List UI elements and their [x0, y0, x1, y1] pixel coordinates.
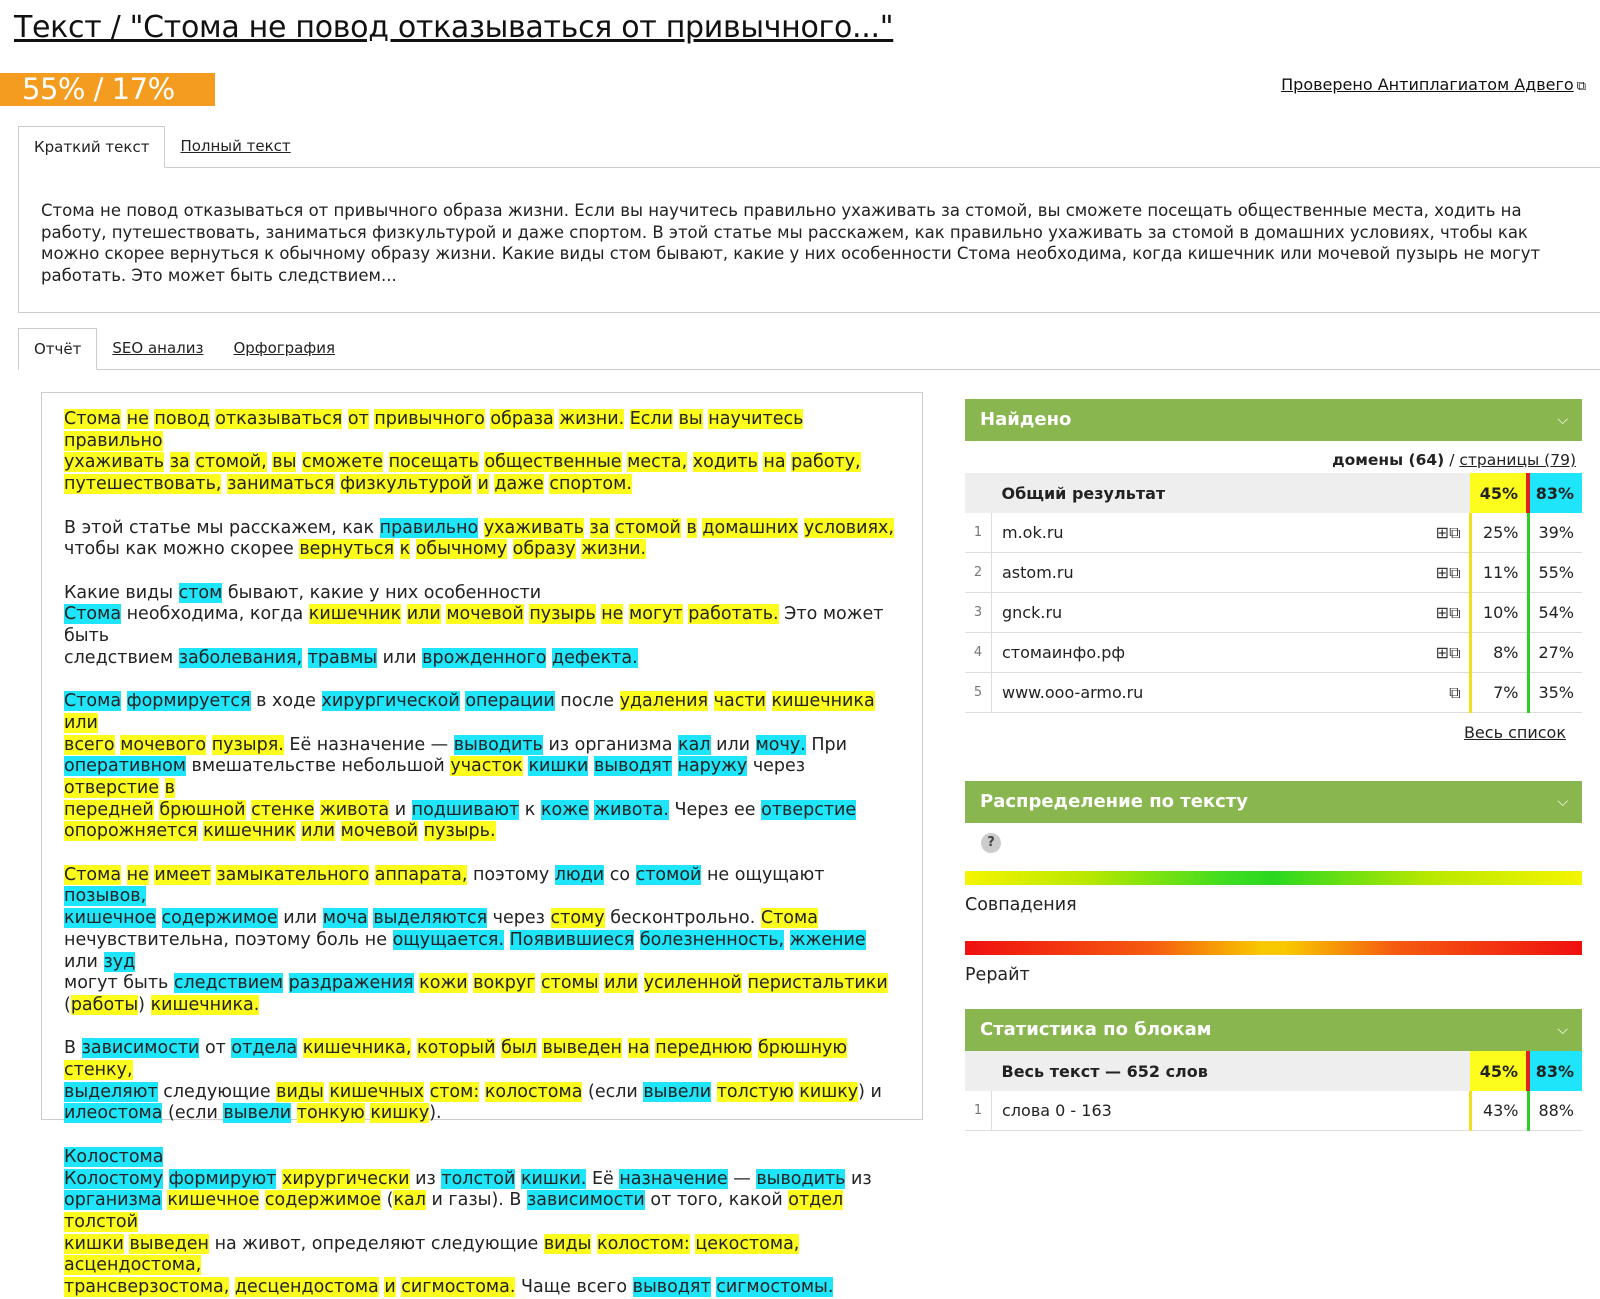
chevron-down-icon[interactable]: ⌵	[1557, 412, 1568, 428]
match-highlight: кал	[393, 1190, 426, 1211]
match-highlight: пузыря.	[211, 734, 284, 755]
match-percent: 43%	[1470, 1091, 1528, 1131]
found-panel-header[interactable]	[965, 399, 1582, 441]
rewrite-highlight: раздражения	[288, 973, 414, 994]
matches-label: Совпадения	[965, 895, 1077, 915]
match-highlight: выведен	[542, 1038, 622, 1059]
pages-count-link[interactable]: страницы (79)	[1459, 451, 1576, 469]
found-table	[965, 473, 1582, 713]
match-highlight: вернуться	[299, 539, 394, 560]
rewrite-highlight: подшивают	[411, 799, 520, 820]
tab-seo-analysis[interactable]	[97, 328, 218, 369]
short-text-box: Стома не повод отказываться от привычного образа жизни. Если вы научитесь правильно ухаживать за стомой, вы сможете посещать общественные места, ходить на работу, путешествовать, заниматься физкультурой и даже спортом. В этой статье мы расскажем, как правильно ухаживать за стомой в домашних условиях, чтобы как можно скорее вернуться к обычному образу жизни. Какие виды стом бывают, какие у них особенности Стома необходима, когда кишечник или мочевой пузырь не могут работать. Это может быть следствием...	[18, 167, 1600, 313]
rewrite-highlight: отверстие	[761, 799, 857, 820]
match-highlight: ухаживать	[64, 452, 165, 473]
match-highlight: стенке	[251, 799, 315, 820]
rewrite-highlight: Колостому	[64, 1168, 164, 1189]
rewrite-highlight: дефекта.	[552, 647, 638, 668]
match-highlight: десцендостома	[234, 1277, 379, 1298]
match-highlight: сможете	[301, 452, 384, 473]
found-row	[965, 593, 1582, 633]
match-highlight: образа	[490, 409, 554, 429]
highlighted-text	[41, 392, 923, 1298]
match-highlight: который	[417, 1038, 496, 1059]
found-panel	[965, 399, 1582, 742]
match-highlight: Если	[629, 409, 673, 429]
distribution-panel	[965, 781, 1582, 985]
tab-spelling-label: Орфография	[233, 339, 335, 357]
checked-link-label: Проверено Антиплагиатом Адвего	[1281, 75, 1574, 94]
match-highlight: посещать	[388, 452, 479, 473]
match-highlight: перистальтики	[747, 973, 888, 994]
help-icon[interactable]: ?	[981, 833, 1001, 853]
text-paragraph: В этой статье мы расскажем, как правильно ухаживать за стомой в домашних условиях, чтобы как можно скорее вернуться к обычному образу жизни.	[64, 517, 894, 560]
rewrite-percent: 55%	[1528, 553, 1582, 593]
match-highlight: был	[501, 1038, 537, 1059]
rewrite-highlight: жжение	[789, 929, 866, 950]
match-highlight: кишечных	[329, 1081, 425, 1102]
match-highlight: на	[627, 1038, 650, 1059]
row-number: 3	[965, 593, 992, 633]
match-highlight: работу,	[791, 452, 861, 473]
row-number: 4	[965, 633, 992, 673]
rewrite-highlight: болезненность,	[639, 929, 785, 950]
match-highlight: не	[126, 409, 149, 429]
rewrite-highlight: организма	[64, 1190, 162, 1211]
blocks-table	[965, 1051, 1582, 1131]
total-result-row	[965, 473, 1582, 513]
rewrite-highlight: выделяют	[64, 1081, 158, 1102]
plus-square-icon[interactable]: ⊞	[1435, 522, 1450, 542]
match-highlight: от	[347, 409, 369, 429]
match-highlight: работы	[70, 994, 139, 1015]
rewrite-highlight: выводить	[756, 1168, 846, 1189]
match-highlight: или	[301, 821, 336, 842]
rewrite-highlight: стом	[178, 582, 223, 603]
match-highlight: виды	[543, 1233, 592, 1254]
checked-by-antiplagiat-link[interactable]	[1281, 75, 1586, 94]
match-highlight: и	[477, 474, 489, 495]
match-highlight: живота	[320, 799, 390, 820]
rewrite-highlight: сигмостомы.	[716, 1277, 834, 1298]
external-link-icon[interactable]: ⧉	[1449, 522, 1461, 542]
match-highlight: спортом.	[549, 474, 632, 495]
domain-name: www.ooo-armo.ru	[992, 673, 1401, 713]
rewrite-highlight: формируют	[168, 1168, 277, 1189]
text-tabs	[18, 126, 1600, 168]
text-paragraph: Колостома Колостому формируют хирургически из толстой кишки. Её назначение — выводить из организма кишечное содержимое (кал и газы). В зависимости от того, какой отдел толстой кишки выведен на живот, определяют следующие виды колостом: цекостома, асцендостома, трансверзостома, десцендостома и сигмостома. Чаще всего выводят сигмостомы.	[64, 1146, 872, 1298]
rewrite-highlight: ощущается.	[392, 929, 505, 950]
text-paragraph	[64, 409, 900, 496]
rewrite-highlight: содержимое	[161, 908, 278, 929]
external-link-icon: ⧉	[1576, 79, 1586, 94]
match-highlight: хирургически	[282, 1168, 410, 1189]
rewrite-highlight: вывели	[643, 1081, 712, 1102]
row-number: 2	[965, 553, 992, 593]
row-actions	[1401, 513, 1471, 553]
domain-name: gnck.ru	[992, 593, 1401, 633]
whole-text-row	[965, 1051, 1582, 1091]
tab-full-text-label: Полный текст	[180, 137, 291, 155]
match-highlight: кишечник	[203, 821, 296, 842]
match-highlight: участок	[450, 756, 523, 777]
match-highlight: правильно	[64, 430, 163, 451]
match-percent: 11%	[1470, 553, 1528, 593]
match-highlight: вокруг	[473, 973, 536, 994]
blocks-panel-header[interactable]	[965, 1009, 1582, 1051]
match-highlight: за	[169, 452, 190, 473]
match-highlight: обычному	[415, 539, 508, 560]
page-title[interactable]: Текст / "Стома не повод отказываться от привычного..."	[14, 10, 894, 45]
match-highlight: путешествовать,	[64, 474, 222, 495]
match-highlight: или	[604, 973, 639, 994]
match-highlight: стомой,	[195, 452, 267, 473]
found-summary: домены (64) / страницы (79)	[1332, 451, 1576, 469]
rewrite-highlight: врожденного	[422, 647, 547, 668]
tab-full-text[interactable]	[165, 126, 305, 167]
text-paragraph: Стома формируется в ходе хирургической операции после удаления части кишечника или всего мочевого пузыря. Её назначение — выводить из организма кал или мочу. При оперативном вмешательстве небольшой участок кишки выводят наружу через отверстие в передней брюшной стенке живота и подшивают к коже живота. Через ее отверстие опорожняется кишечник или мочевой пузырь.	[64, 691, 875, 842]
match-highlight: трансверзостома,	[64, 1277, 230, 1298]
plus-square-icon[interactable]: ⊞	[1435, 602, 1450, 622]
rewrite-percent: 39%	[1528, 513, 1582, 553]
match-highlight: в	[164, 777, 175, 798]
match-highlight: работать.	[688, 604, 779, 625]
match-highlight: домашних	[702, 517, 799, 538]
match-highlight: толстую	[716, 1081, 794, 1102]
match-highlight: толстой	[64, 1211, 138, 1232]
rewrite-highlight: выводят	[632, 1277, 711, 1298]
rewrite-highlight: хирургической	[321, 691, 460, 712]
match-highlight: ходить	[692, 452, 758, 473]
domain-name: m.ok.ru	[992, 513, 1401, 553]
match-highlight: переднюю	[655, 1038, 753, 1059]
rewrite-highlight: формируется	[126, 691, 251, 712]
rewrite-highlight: кишки	[528, 756, 589, 777]
rewrite-highlight: правильно	[379, 517, 479, 538]
match-highlight: цекостома,	[695, 1233, 800, 1254]
found-panel-title: Найдено	[980, 409, 1072, 430]
match-highlight: вы	[272, 452, 297, 473]
text-paragraph: В зависимости от отдела кишечника, который был выведен на переднюю брюшную стенку, выделяют следующие виды кишечных стом: колостома (если вывели толстую кишку) и илеостома (если вывели тонкую кишку).	[64, 1038, 882, 1124]
chevron-down-icon[interactable]: ⌵	[1557, 794, 1568, 810]
rewrite-distribution-bar	[965, 941, 1582, 955]
match-highlight: стенку,	[64, 1060, 133, 1081]
row-number: 5	[965, 673, 992, 713]
rewrite-percent: 27%	[1528, 633, 1582, 673]
rewrite-highlight: Появившиеся	[509, 929, 635, 950]
rewrite-percent: 54%	[1528, 593, 1582, 633]
match-highlight: кишечника.	[150, 994, 260, 1015]
match-percent: 10%	[1470, 593, 1528, 633]
rewrite-highlight: заболевания,	[178, 647, 303, 668]
rewrite-highlight: кишки.	[520, 1168, 587, 1189]
row-actions	[1401, 673, 1471, 713]
full-list-link[interactable]: Весь список	[1463, 723, 1566, 742]
total-result-label: Общий результат	[992, 473, 1471, 513]
rewrite-highlight: кишечное	[64, 908, 156, 929]
rewrite-highlight: назначение	[619, 1168, 728, 1189]
match-highlight: стомой	[615, 517, 681, 538]
match-highlight: жизни.	[559, 409, 625, 429]
rewrite-highlight: стомой	[635, 864, 702, 885]
rewrite-highlight: Колостома	[64, 1146, 164, 1167]
match-highlight: пузырь.	[423, 821, 496, 842]
rewrite-highlight: Стома	[64, 604, 122, 625]
match-highlight: стом:	[429, 1081, 480, 1102]
rewrite-highlight: мочу.	[755, 734, 806, 755]
match-highlight: имеет	[154, 864, 211, 885]
match-highlight: пузырь	[529, 604, 596, 625]
tab-report[interactable]: Отчёт	[18, 328, 97, 370]
rewrite-highlight: операции	[465, 691, 555, 712]
match-highlight: брюшную	[757, 1038, 848, 1059]
domain-name: astom.ru	[992, 553, 1401, 593]
match-highlight: мочевой	[340, 821, 419, 842]
match-highlight: тонкую	[296, 1103, 365, 1124]
block-row	[965, 1091, 1582, 1131]
match-highlight: виды	[276, 1081, 324, 1102]
row-actions	[1401, 553, 1471, 593]
uniqueness-score: 55% / 17%	[0, 73, 215, 106]
rewrite-highlight: моча	[322, 908, 368, 929]
match-highlight: Стома	[760, 908, 818, 929]
tab-seo-label: SEO анализ	[112, 339, 204, 357]
match-highlight: аппарата,	[374, 864, 468, 885]
match-percent: 25%	[1470, 513, 1528, 553]
external-link-icon[interactable]: ⧉	[1449, 602, 1461, 622]
match-highlight: Стома	[64, 864, 122, 885]
chevron-down-icon[interactable]: ⌵	[1557, 1022, 1568, 1038]
match-highlight: кожи	[419, 973, 468, 994]
match-highlight: сигмостома.	[401, 1277, 516, 1298]
row-number: 1	[965, 1091, 992, 1131]
rewrite-highlight: вывели	[223, 1103, 292, 1124]
plus-square-icon[interactable]: ⊞	[1435, 562, 1450, 582]
match-highlight: кишки	[64, 1233, 124, 1254]
rewrite-highlight: травмы	[307, 647, 378, 668]
match-highlight: физкультурой	[340, 474, 472, 495]
rewrite-highlight: зависимости	[526, 1190, 645, 1211]
match-highlight: передней	[64, 799, 154, 820]
row-actions	[1401, 633, 1471, 673]
total-rewrite-percent: 83%	[1528, 473, 1582, 513]
external-link-icon[interactable]: ⧉	[1449, 562, 1461, 582]
match-highlight: содержимое	[264, 1190, 382, 1211]
matches-distribution-bar	[965, 871, 1582, 885]
match-highlight: общественные	[484, 452, 622, 473]
rewrite-highlight: отдела	[231, 1038, 298, 1059]
match-highlight: части	[713, 691, 766, 712]
match-percent: 7%	[1470, 673, 1528, 713]
distribution-panel-header[interactable]	[965, 781, 1582, 823]
rewrite-percent: 35%	[1528, 673, 1582, 713]
text-paragraph: Стома не имеет замыкательного аппарата, поэтому люди со стомой не ощущают позывов, кишечное содержимое или моча выделяются через стому бесконтрольно. Стома нечувствительна, поэтому боль не ощущается. Появившиеся болезненность, жжение или зуд могут быть следствием раздражения кожи вокруг стомы или усиленной перистальтики (работы) кишечника.	[64, 864, 888, 1015]
match-highlight: колостом:	[597, 1233, 690, 1254]
match-highlight: отказываться	[215, 409, 343, 429]
found-row	[965, 673, 1582, 713]
match-highlight: всего	[64, 734, 115, 755]
match-highlight: вы	[678, 409, 703, 429]
domain-name: стомаинфо.рф	[992, 633, 1401, 673]
match-highlight: кишечника	[771, 691, 875, 712]
match-highlight: места,	[627, 452, 688, 473]
match-highlight: заниматься	[227, 474, 335, 495]
text-paragraph: Какие виды стом бывают, какие у них особенности Стома необходима, когда кишечник или мочевой пузырь не могут работать. Это может быть следствием заболевания, травмы или врожденного дефекта.	[64, 582, 884, 668]
rewrite-highlight: позывов,	[64, 886, 147, 907]
row-actions	[1401, 593, 1471, 633]
external-link-icon[interactable]: ⧉	[1449, 682, 1461, 702]
match-highlight: и	[384, 1277, 396, 1298]
match-highlight: к	[399, 539, 411, 560]
rewrite-highlight: зуд	[103, 951, 136, 972]
rewrite-highlight: следствием	[173, 973, 284, 994]
tab-short-text[interactable]: Краткий текст	[18, 126, 165, 168]
match-highlight: асцендостома,	[64, 1255, 202, 1276]
match-percent: 8%	[1470, 633, 1528, 673]
rewrite-highlight: зависимости	[81, 1038, 200, 1059]
match-highlight: кишечник	[308, 604, 402, 625]
rewrite-highlight: илеостома	[64, 1103, 163, 1124]
blocks-panel-title: Статистика по блокам	[980, 1019, 1212, 1040]
match-highlight: жизни.	[581, 539, 647, 560]
match-highlight: Стома	[64, 409, 122, 429]
rewrite-highlight: кал	[678, 734, 711, 755]
match-highlight: или	[406, 604, 441, 625]
match-highlight: повод	[154, 409, 210, 429]
match-highlight: могут	[629, 604, 683, 625]
rewrite-highlight: выделяются	[373, 908, 488, 929]
match-highlight: за	[589, 517, 610, 538]
match-highlight: образу	[512, 539, 576, 560]
report-tabs	[18, 328, 1600, 370]
match-highlight: мочевой	[446, 604, 524, 625]
found-row	[965, 513, 1582, 553]
found-row	[965, 633, 1582, 673]
rewrite-highlight: люди	[554, 864, 605, 885]
match-highlight: стомы	[541, 973, 599, 994]
match-highlight: замыкательного	[216, 864, 370, 885]
whole-text-match-percent: 45%	[1470, 1051, 1528, 1091]
rewrite-highlight: выводить	[453, 734, 543, 755]
match-highlight: в	[686, 517, 697, 538]
total-match-percent: 45%	[1470, 473, 1528, 513]
whole-text-label: Весь текст — 652 слов	[992, 1051, 1471, 1091]
match-highlight: колостома	[484, 1081, 583, 1102]
match-highlight: удаления	[619, 691, 709, 712]
match-highlight: отверстие	[64, 777, 160, 798]
match-highlight: стому	[550, 908, 605, 929]
match-highlight: брюшной	[159, 799, 246, 820]
domains-count[interactable]: домены (64)	[1332, 451, 1445, 469]
rewrite-highlight: выводят	[593, 756, 672, 777]
rewrite-percent: 88%	[1528, 1091, 1582, 1131]
match-highlight: опорожняется	[64, 821, 198, 842]
rewrite-highlight: коже	[540, 799, 589, 820]
row-number: 1	[965, 513, 992, 553]
external-link-icon[interactable]: ⧉	[1449, 642, 1461, 662]
block-range: слова 0 - 163	[992, 1091, 1471, 1131]
match-highlight: не	[126, 864, 149, 885]
match-highlight: мочевого	[120, 734, 207, 755]
plus-square-icon[interactable]: ⊞	[1435, 642, 1450, 662]
whole-text-rewrite-percent: 83%	[1528, 1051, 1582, 1091]
match-highlight: или	[64, 712, 98, 733]
rewrite-highlight: живота.	[594, 799, 669, 820]
rewrite-label: Рерайт	[965, 965, 1030, 985]
match-highlight: усиленной	[643, 973, 742, 994]
match-highlight: даже	[494, 474, 544, 495]
match-highlight: ухаживать	[483, 517, 584, 538]
match-highlight: условиях,	[803, 517, 894, 538]
match-highlight: привычного	[374, 409, 485, 429]
rewrite-highlight: Стома	[64, 691, 122, 712]
rewrite-highlight: наружу	[677, 756, 748, 777]
distribution-panel-title: Распределение по тексту	[980, 791, 1248, 812]
match-highlight: кишечное	[167, 1190, 260, 1211]
blocks-panel	[965, 1009, 1582, 1131]
match-highlight: кишечника,	[302, 1038, 412, 1059]
match-highlight: кишку	[799, 1081, 859, 1102]
rewrite-highlight: толстой	[441, 1168, 516, 1189]
match-highlight: на	[763, 452, 786, 473]
match-highlight: научитесь	[708, 409, 804, 429]
match-highlight: отдел	[788, 1190, 844, 1211]
match-highlight: кишку	[370, 1103, 430, 1124]
match-highlight: выведен	[129, 1233, 210, 1254]
rewrite-highlight: оперативном	[64, 756, 186, 777]
found-row	[965, 553, 1582, 593]
tab-spelling[interactable]	[218, 328, 350, 369]
match-highlight: не	[601, 604, 624, 625]
